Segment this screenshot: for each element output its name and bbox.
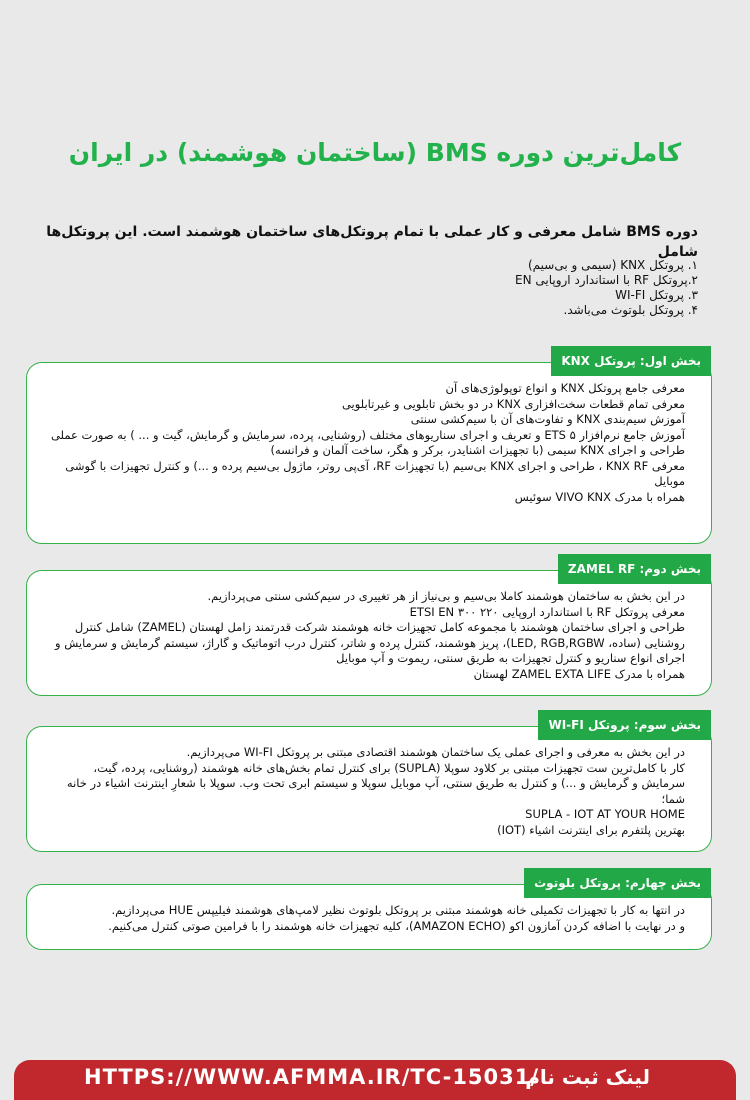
- section-line: در این بخش به معرفی و اجرای عملی یک ساختمان هوشمند اقتصادی مبتنی بر پروتکل WI-FI می‌پردازیم.: [186, 745, 685, 759]
- section-label-knx: بخش اول: پروتکل KNX: [551, 346, 711, 376]
- section-bluetooth: [26, 876, 712, 950]
- section-line: بهترین پلتفرم برای اینترنت اشیاء (IOT): [497, 822, 685, 837]
- registration-banner: [14, 1060, 736, 1100]
- section-wifi: [26, 718, 712, 852]
- protocol-item: ۳. پروتکل WI-FI: [615, 288, 698, 302]
- intro-text: دوره BMS شامل معرفی و کار عملی با تمام پروتکل‌های ساختمان هوشمند است. این پروتکل‌ها شامل: [46, 224, 698, 260]
- section-line: در این بخش به ساختمان هوشمند کاملا بی‌سیم و بی‌نیاز از هر تغییری در سیم‌کشی سنتی می‌پردازیم.: [207, 589, 685, 603]
- section-line: طراحی و اجرای KNX سیمی (با تجهیزات اشنایدر، برکر و هگر، ساخت آلمان و فرانسه): [270, 443, 685, 457]
- section-line: همراه با مدرک VIVO KNX سوئیس: [514, 489, 685, 504]
- section-line: و در نهایت با اضافه کردن آمازون اکو (AMAZON ECHO)، کلیه تجهیزات خانه هوشمند را با فرامین صوتی کنترل می‌کنیم.: [108, 918, 685, 933]
- section-knx: [26, 354, 712, 544]
- section-body-knx: [47, 381, 685, 505]
- section-line: در انتها به کار با تجهیزات تکمیلی خانه هوشمند مبتنی بر پروتکل بلوتوث نظیر لامپ‌های هوشمند فیلیپس HUE می‌پردازیم.: [111, 903, 685, 917]
- section-line: معرفی پروتکل RF با استاندارد اروپایی ETSI EN ۳۰۰ ۲۲۰: [409, 604, 685, 619]
- section-body-zamel: [47, 589, 685, 682]
- section-line: کار با کامل‌ترین ست تجهیزات مبتنی بر کلاود سوپلا (SUPLA) برای کنترل تمام بخش‌های خانه هوشمند (روشنایی، پرده، گیت، سرمایش و گرمایش و ...) و کنترل به طریق سنتی، آپ موبایل سوپلا و سیستم ابری تحت وب. سوپلا با شعارِ اینترنت اشیاء در خانه شما؛: [66, 760, 685, 806]
- section-line: معرفی KNX RF ، طراحی و اجرای KNX بی‌سیم (با تجهیزات RF، آی‌پی روتر، ماژول بی‌سیم پرده و ...) و کنترل تجهیزات با گوشی موبایل: [65, 458, 685, 488]
- section-label-zamel: بخش دوم: ZAMEL RF: [558, 554, 711, 584]
- section-body-bluetooth: [47, 903, 685, 934]
- section-zamel: [26, 562, 712, 696]
- section-line: آموزش جامع نرم‌افزار ETS ۵ و تعریف و اجرای سناریوهای مختلف (روشنایی، پرده، سرمایش و گرمایش، گیت و ... ) به صورت عملی: [50, 427, 685, 442]
- section-body-wifi: [47, 745, 685, 838]
- section-line: SUPLA - IOT AT YOUR HOME: [525, 807, 685, 821]
- section-line: همراه با مدرک ZAMEL EXTA LIFE لهستان: [473, 666, 685, 681]
- protocol-list: [38, 258, 698, 318]
- section-line: معرفی تمام قطعات سخت‌افزاری KNX در دو بخش تابلویی و غیرتابلویی: [341, 396, 685, 411]
- section-line: طراحی و اجرای ساختمان هوشمند با مجموعه کامل تجهیزات خانه هوشمند شرکت قدرتمند زامل لهستان (ZAMEL) شامل کنترل روشنایی (ساده، LED, RGB,RGBW)، پریز هوشمند، کنترل پرده و شاتر، کنترل درب اتوماتیک و گاراژ، سیستم گرمایش و سرمایش و اجرای انواع سناریو و کنترل تجهیزات به طریق سنتی، ریموت و آپ موبایل: [55, 620, 685, 665]
- section-label-bluetooth: بخش چهارم: پروتکل بلوتوث: [524, 868, 711, 898]
- protocol-item: ۲.پروتکل RF با استاندارد اروپایی EN: [514, 273, 698, 287]
- protocol-item: ۴. پروتکل بلوتوث می‌باشد.: [563, 303, 698, 317]
- registration-link[interactable]: HTTPS://WWW.AFMMA.IR/TC-15031/: [84, 1065, 540, 1089]
- section-label-wifi: بخش سوم: پروتکل WI-FI: [538, 710, 711, 740]
- protocol-item: ۱. پروتکل KNX (سیمی و بی‌سیم): [527, 258, 698, 272]
- page-title: کامل‌ترین دوره BMS (ساختمان هوشمند) در ایران: [68, 138, 682, 167]
- register-label: لینک ثبت نام: [525, 1065, 650, 1089]
- section-line: آموزش سیم‌بندی KNX و تفاوت‌های آن با سیم‌کشی سنتی: [410, 412, 685, 426]
- section-line: معرفی جامع پروتکل KNX و انواع توپولوژی‌های آن: [445, 381, 685, 395]
